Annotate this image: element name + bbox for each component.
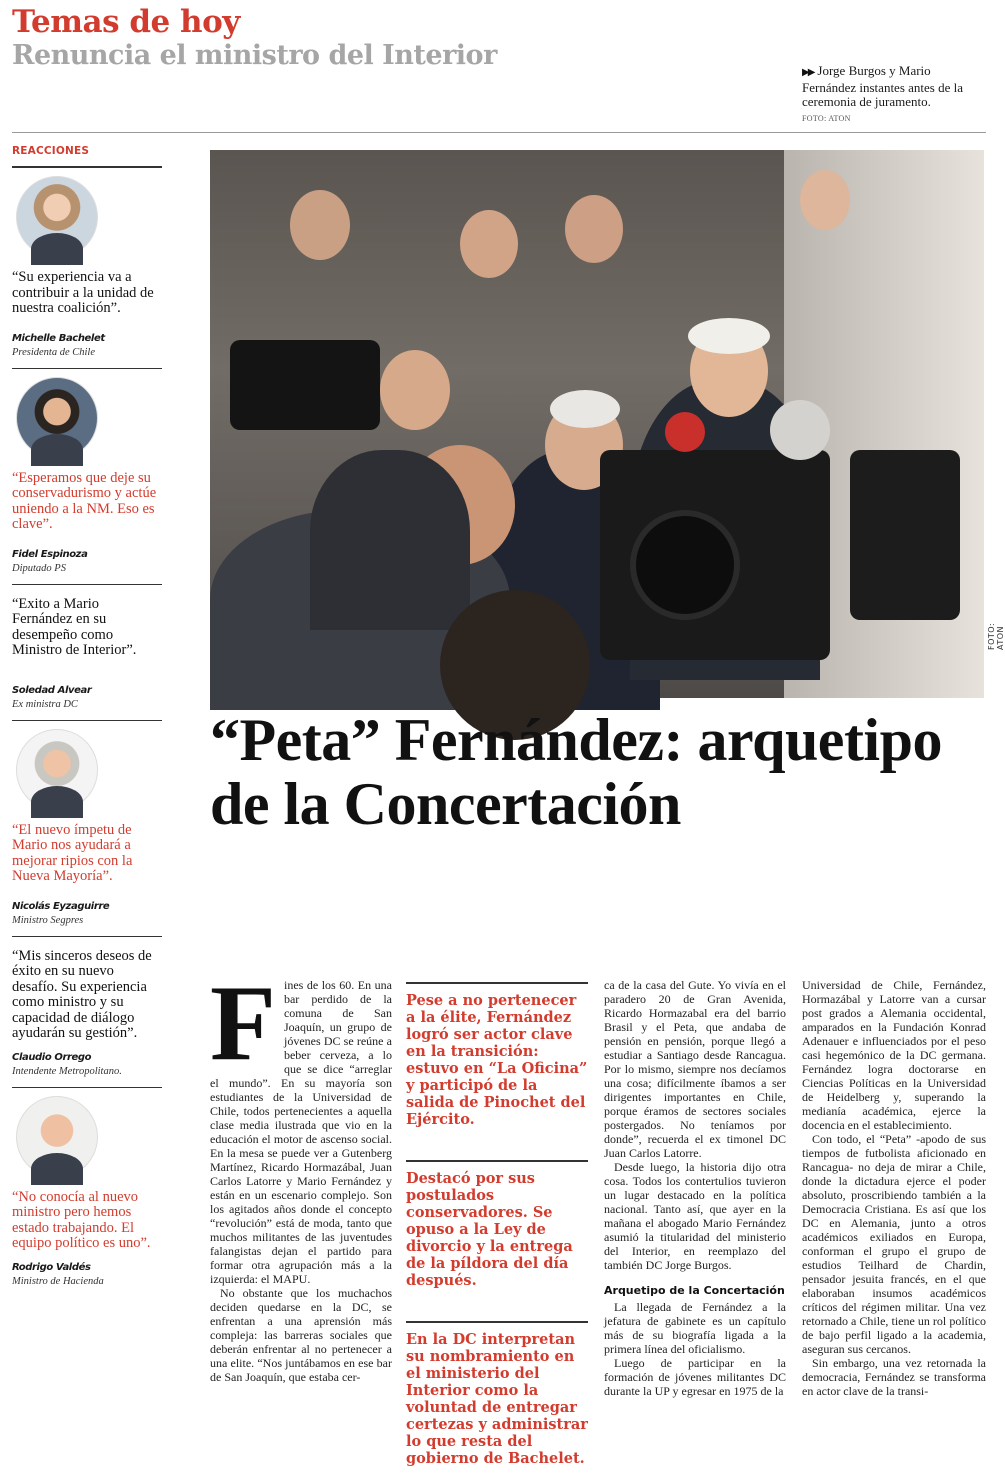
camera-lens — [630, 510, 740, 620]
tv-camera — [230, 340, 380, 430]
avatar — [16, 1096, 98, 1178]
article-paragraph: Sin embargo, una vez retornada la democracia, Fernández se transforma en actor clave de la transi- — [802, 1356, 986, 1398]
photo-figure — [688, 318, 770, 354]
reaction-role: Diputado PS — [12, 562, 66, 574]
caption-credit: FOTO: ATON — [802, 113, 851, 123]
reaction-role: Ministro de Hacienda — [12, 1275, 104, 1287]
avatar — [16, 176, 98, 258]
reaction-item — [12, 176, 162, 369]
reaction-name: Soledad Alvear — [12, 684, 92, 696]
reaction-name: Nicolás Eyzaguirre — [12, 900, 110, 912]
article-column-1 — [210, 964, 392, 1384]
article-paragraph: Luego de participar en la formación de jóvenes militantes DC durante la UP y egresar en 1975 de la — [604, 1356, 786, 1398]
reaction-role: Presidenta de Chile — [12, 346, 96, 358]
pullquote: Pese a no pertenecer a la élite, Fernández logró ser actor clave en la transición: estuvo en “La Oficina” y participó de la salida de Pinochet del Ejército. — [406, 982, 588, 1142]
microphone — [770, 400, 830, 460]
article-paragraph: ca de la casa del Gute. Yo vivía en el paradero 20 de Gran Avenida, Ricardo Hormazabal era del barrio Brasil y el Peta, que andaba de pensión en pensión, porque llegó a estudiar a Santiago desde Rancagua. Por lo mismo, siempre nos decíamos una cosa; difícilmente íbamos a ser dirigentes importantes en Chile, porque éramos de sectores sociales postergados. No teníamos por donde”, recuerda el ex timonel DC Juan Carlos Latorre. — [604, 978, 786, 1160]
reaction-role: Intendente Metropolitano. — [12, 1065, 122, 1077]
photo-figure — [290, 190, 350, 260]
photo-figure — [460, 210, 518, 278]
press-photo — [210, 150, 984, 698]
article-subhead: Arquetipo de la Concertación — [604, 1284, 785, 1297]
reaction-name: Claudio Orrego — [12, 1051, 92, 1063]
photo-figure — [800, 170, 850, 230]
reaction-quote: “Exito a Mario Fernández en su desempeño como Ministro de Interior”. — [12, 595, 137, 658]
pullquote: Destacó por sus postulados conservadores. Se opuso a la Ley de divorcio y la entrega de la píldora del día después. — [406, 1160, 588, 1303]
reaction-item — [12, 949, 162, 1088]
reaction-role: Ex ministra DC — [12, 698, 78, 710]
reaction-name: Rodrigo Valdés — [12, 1261, 91, 1273]
reaction-role: Ministro Segpres — [12, 914, 84, 926]
avatar — [16, 377, 98, 459]
reactions-sidebar — [12, 145, 162, 1297]
microphone — [665, 412, 705, 452]
top-headline: Renuncia el ministro del Interior — [12, 40, 497, 71]
reaction-item — [12, 729, 162, 937]
photo-figure — [380, 350, 450, 430]
caption-text: Jorge Burgos y Mario Fernández instantes antes de la ceremonia de juramento. — [802, 63, 963, 109]
article-paragraph: Con todo, el “Peta” -apodo de sus tiempos de futbolista aficionado en Rancagua- no deja de mirar a Chile, donde la dictadura ejerce el poder absoluto, proscribiendo también a la Democracia Cristiana. Es así que los DC en Alemania, junto a otros académicos exiliados en Europa, conforman el grupo el grupo de estudios Teilhard de Chardin, pensador jesuita francés, en el que elaboraban insumos académicos críticos del régimen militar. Una vez retornado a Chile, tiene un rol político de bajo perfil ligado a la academia, aseguran sus cercanos. — [802, 1132, 986, 1356]
double-arrow-icon: ▶▶ — [802, 67, 814, 78]
article-headline: “Peta” Fernández: arquetipo de la Concertación — [210, 707, 942, 837]
reaction-quote: “No conocía al nuevo ministro pero hemos estado trabajando. El equipo político es uno”. — [12, 1188, 151, 1251]
top-divider — [12, 132, 986, 133]
reaction-item — [12, 377, 162, 585]
tv-camera — [850, 450, 960, 620]
photo-side-credit: FOTO: ATON — [987, 622, 1005, 650]
reaction-quote: “Su experiencia va a contribuir a la unidad de nuestra coalición”. — [12, 269, 154, 316]
pullquote: En la DC interpretan su nombramiento en el ministerio del Interior como la voluntad de entregar certezas y administrar lo que resta del gobierno de Bachelet. — [406, 1321, 588, 1481]
drop-cap: F — [210, 964, 276, 1083]
reaction-quote: “Mis sinceros deseos de éxito en su nuevo desafío. Su experiencia como ministro y su capacidad de diálogo ayudarán su gestión”. — [12, 947, 152, 1041]
reaction-item — [12, 1096, 162, 1297]
reaction-quote: “El nuevo ímpetu de Mario nos ayudará a mejorar ripios con la Nueva Mayoría”. — [12, 821, 133, 884]
reaction-name: Fidel Espinoza — [12, 548, 88, 560]
article-column-3 — [604, 978, 786, 1398]
reaction-name: Michelle Bachelet — [12, 332, 105, 344]
photo-figure — [565, 195, 623, 263]
photo-figure — [310, 450, 470, 630]
article-paragraph: Universidad de Chile, Fernández, Hormazábal y Latorre van a cursar post grados a Alemania occidental, amparados en la Fundación Konrad Adenauer e influenciados por el peso casi hegemónico de la DC germana. Fernández logra doctorarse en Ciencias Políticas en la Universidad de Heidelberg y, superando la medianía académica, ejerce la docencia en el establecimiento. — [802, 978, 986, 1132]
section-title: Temas de hoy — [12, 4, 240, 40]
article-paragraph: Desde luego, la historia dijo otra cosa. Todos los contertulios tuvieron un lugar destacado en la política nacional. Tanto así, que ayer en la mañana el abogado Mario Fernández asumió la titularidad del ministerio del Interior, en reemplazo del también DC Jorge Burgos. — [604, 1160, 786, 1272]
reactions-label: REACCIONES — [12, 145, 162, 168]
article-paragraph: La llegada de Fernández a la jefatura de gabinete es un capítulo más de su biografía ligada a la primera línea del oficialismo. — [604, 1300, 786, 1356]
pullquote-column — [406, 982, 588, 1481]
article-column-4 — [802, 978, 986, 1398]
avatar — [16, 729, 98, 811]
reaction-quote: “Esperamos que deje su conservadurismo y actúe uniendo a la NM. Eso es clave”. — [12, 469, 157, 532]
photo-caption — [802, 64, 987, 126]
photo-figure — [550, 390, 620, 428]
reaction-item — [12, 597, 162, 721]
article-paragraph: No obstante que los muchachos deciden quedarse en la DC, se enfrentan a una aprensión más compleja: las barreras sociales que deberán enfrentar al no pertenecer a una elite. “Nos juntábamos en ese bar de San Joaquín, que estaba cer- — [210, 1286, 392, 1384]
article-paragraph: ines de los 60. En una bar perdido de la comuna de San Joaquín, un grupo de jóvenes DC se reúne a beber cerveza, a lo que se dice “arreglar el mundo”. En su mayoría son estudiantes de la Universidad de Chile, todos pertenecientes a aquella clase media ilustrada que vio en la educación el motor de ascenso social. En la mesa se puede ver a Gutenberg Martínez, Ricardo Hormazábal, Juan Carlos Latorre y Mario Fernández y están en un escenario complejo. Son los agitados años donde el concepto “revolución” está de moda, tanto que muchos militantes de las juventudes falangistas dejan el partido para formar otra agrupación más a la izquierda: el MAPU. — [210, 978, 392, 1286]
